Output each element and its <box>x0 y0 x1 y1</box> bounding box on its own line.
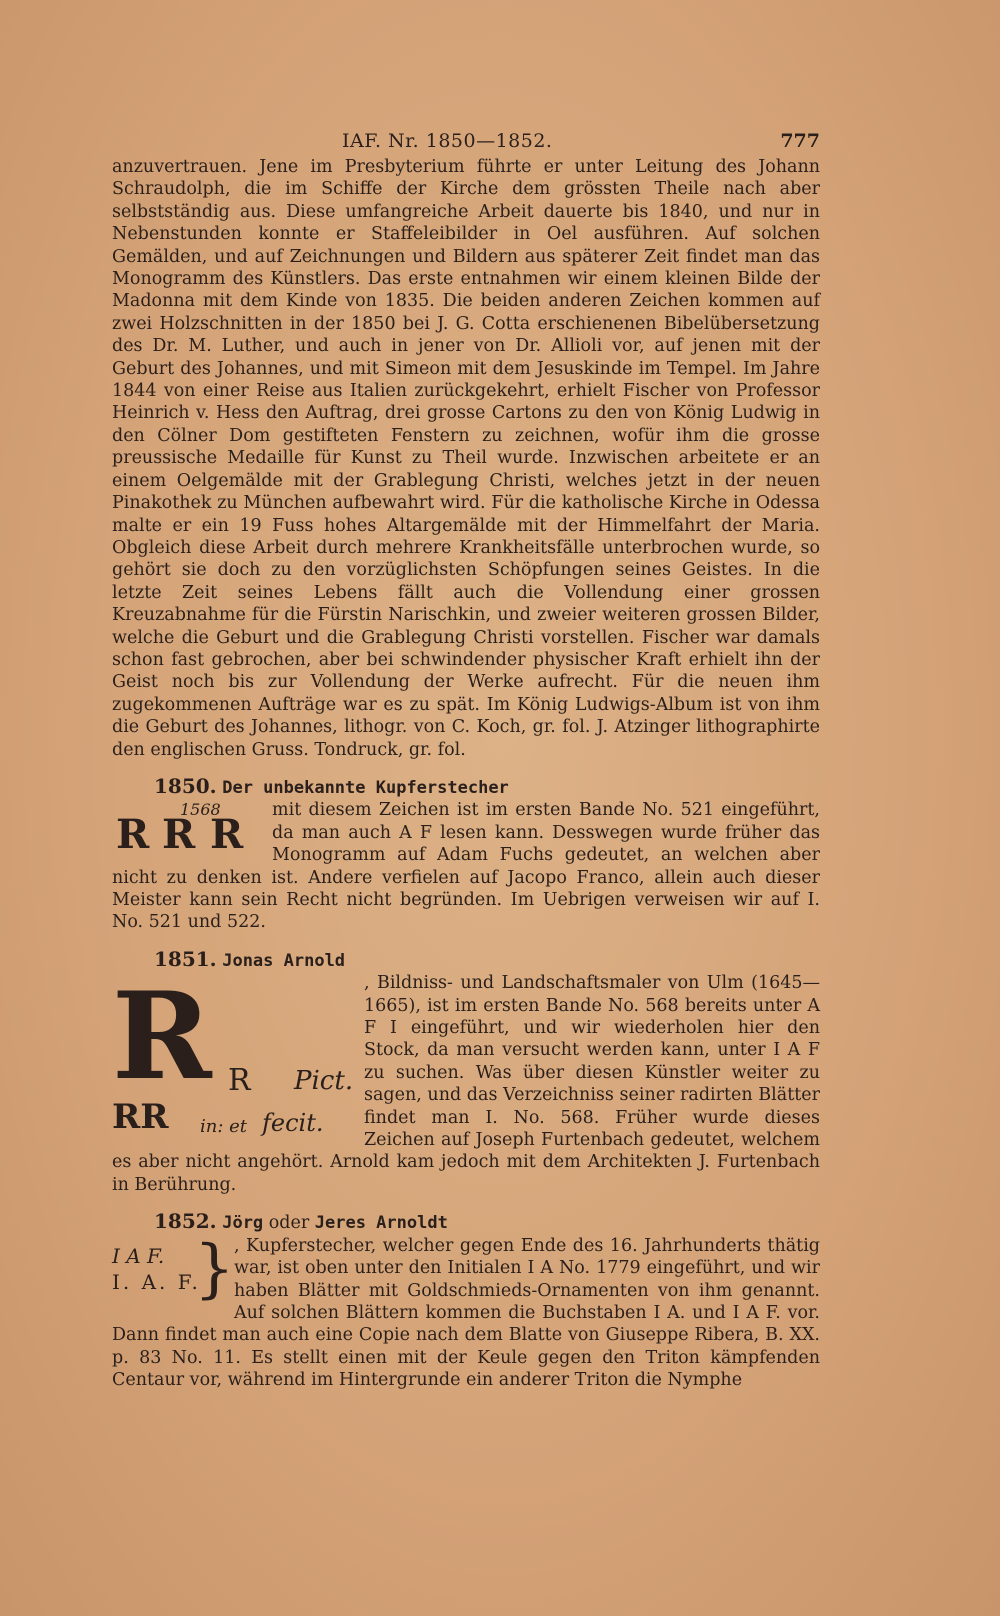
monogram-mark-1852: I A F. I. A. F. } <box>112 1231 235 1306</box>
entry-connector: oder <box>263 1213 315 1234</box>
monogram-mark-1851: R R Pict. RR in: et fecit. <box>112 966 354 1138</box>
entry-artist-name: Der unbekannte Kupferstecher <box>222 777 509 798</box>
intro-paragraph: anzuvertrauen. Jene im Presbyterium führte er unter Leitung des Johann Schraudolph, die im Schiffe der Kirche dem grössten Theile nach aber selbstständig aus. Diese umfangreiche Arbeit dauerte bis 1840, und nur in Nebenstunden konnte er Staffeleibilder in Oel ausführen. Auf solchen Gemälden, und auf Zeichnungen und Bildern aus späterer Zeit findet man das Monogramm des Künstlers. Das erste entnahmen wir einem kleinen Bilde der Madonna mit dem Kinde von 1835. Die beiden anderen Zeichen kommen auf zwei Holzschnitten in der 1850 bei J. G. Cotta erschienenen Bibelübersetzung des Dr. M. Luther, und auch in jener von Dr. Allioli vor, auf jenen mit der Geburt des Johannes, und mit Simeon mit dem Jesuskinde im Tempel. Im Jahre 1844 von einer Reise aus Italien zurückgekehrt, erhielt Fischer von Professor Heinrich v. Hess den Auftrag, drei grosse Cartons zu den von König Ludwig in den Cölner Dom gestifteten Fenstern zu zeichnen, wofür ihm die grosse preussische Medaille für Kunst zu Theil wurde. Inzwischen arbeitete er an einem Oelgemälde mit der Grablegung Christi, welches jetzt in der neuen Pinakothek zu München aufbewahrt wird. Für die katholische Kirche in Odessa malte er ein 19 Fuss hohes Altargemälde mit der Himmelfahrt der Maria. Obgleich diese Arbeit durch mehrere Krankheitsfälle unterbrochen wurde, so gehört sie doch zu den vorzüglichsten Schöpfungen seines Geistes. In die letzte Zeit seines Lebens fällt auch die Vollendung einer grossen Kreuzabnahme für die Fürstin Narischkin, und zweier weiteren grossen Bilder, welche die Geburt und die Grablegung Christi vorstellen. Fischer war damals schon fast gebrochen, aber bei schwindender physischer Kraft erhielt ihn der Geist noch bis zur Vollendung der Werke aufrecht. Für die neuen ihm zugekommenen Aufträge war es zu spät. Im König Ludwigs-Album ist von ihm die Geburt des Johannes, lithogr. von C. Koch, gr. fol. J. Atzinger lithographirte den englischen Gruss. Tondruck, gr. fol. <box>112 157 820 760</box>
mark-fecit: fecit. <box>262 1109 324 1138</box>
page-number: 777 <box>780 130 820 152</box>
mark-year: 1568 <box>180 800 221 820</box>
entry-number: 1850. <box>154 773 217 798</box>
entry-1852-body <box>112 1231 820 1392</box>
header-title: IAF. Nr. 1850—1852. <box>342 130 553 152</box>
entry-artist-name-b: Jeres Arnoldt <box>314 1213 448 1234</box>
entry-text: mit diesem Zeichen ist im ersten Bande No. 521 eingeführt, da man auch A F lesen kann. Desswegen wurde früher das Monogramm auf Adam Fuchs gedeutet, an welchen aber nicht zu denken ist. Andere verfielen auf Jacopo Franco, allein auch dieser Meister kann sein Recht nicht begründen. Im Uebrigen verweisen wir auf I. No. 521 und 522. <box>112 800 820 933</box>
mark-line-1: I A F. <box>112 1243 165 1268</box>
entry-number: 1851. <box>154 946 217 971</box>
mark-inv: in: et <box>200 1116 248 1138</box>
entry-artist-name: Jonas Arnold <box>222 950 346 971</box>
entry-1851-heading <box>112 948 820 972</box>
entry-text: , Kupferstecher, welcher gegen Ende des 16. Jahrhunderts thätig war, ist oben unter den Initialen I A No. 1779 eingeführt, und wir haben Blätter mit Goldschmieds-Ornamenten von ihm genannt. Auf solchen Blättern kommen die Buchstaben I A. und I A F. vor. Dann findet man auch eine Copie nach dem Blatte von Giuseppe Ribera, B. XX. p. 83 No. 11. Es stellt einen mit der Keule gegen den Triton kämpfenden Centaur vor, während im Hintergrunde ein anderer Triton die Nymphe <box>112 1235 820 1391</box>
entry-1850 <box>112 775 820 934</box>
entry-1850-heading <box>112 775 820 799</box>
entry-1852 <box>112 1210 820 1391</box>
entry-1850-body <box>112 799 820 933</box>
monogram-mark-1850: R R R 1568 <box>116 800 244 859</box>
entry-text: , Bildniss- und Landschaftsmaler von Ulm (1645—1665), ist im ersten Bande No. 568 bereits unter A F I eingeführt, und wir wiederholen hier den Stock, da man versucht werden kann, unter I A F zu suchen. Was über diesen Künstler weiter zu sagen, und das Verzeichniss seiner radirten Blätter findet man I. No. 568. Früher wurde dieses Zeichen auf Joseph Furtenbach gedeutet, welchem es aber nicht angehört. Arnold kam jedoch mit dem Architekten J. Furtenbach in Berührung. <box>112 973 820 1195</box>
entry-1851 <box>112 948 820 1196</box>
entry-1851-body <box>112 966 820 1196</box>
running-header <box>112 120 820 156</box>
entry-artist-name-a: Jörg <box>222 1213 264 1234</box>
mark-pinx: Pict. <box>294 1066 354 1097</box>
page <box>112 120 820 1392</box>
mark-line-2: I. A. F. <box>112 1269 201 1294</box>
entry-number: 1852. <box>154 1209 217 1234</box>
